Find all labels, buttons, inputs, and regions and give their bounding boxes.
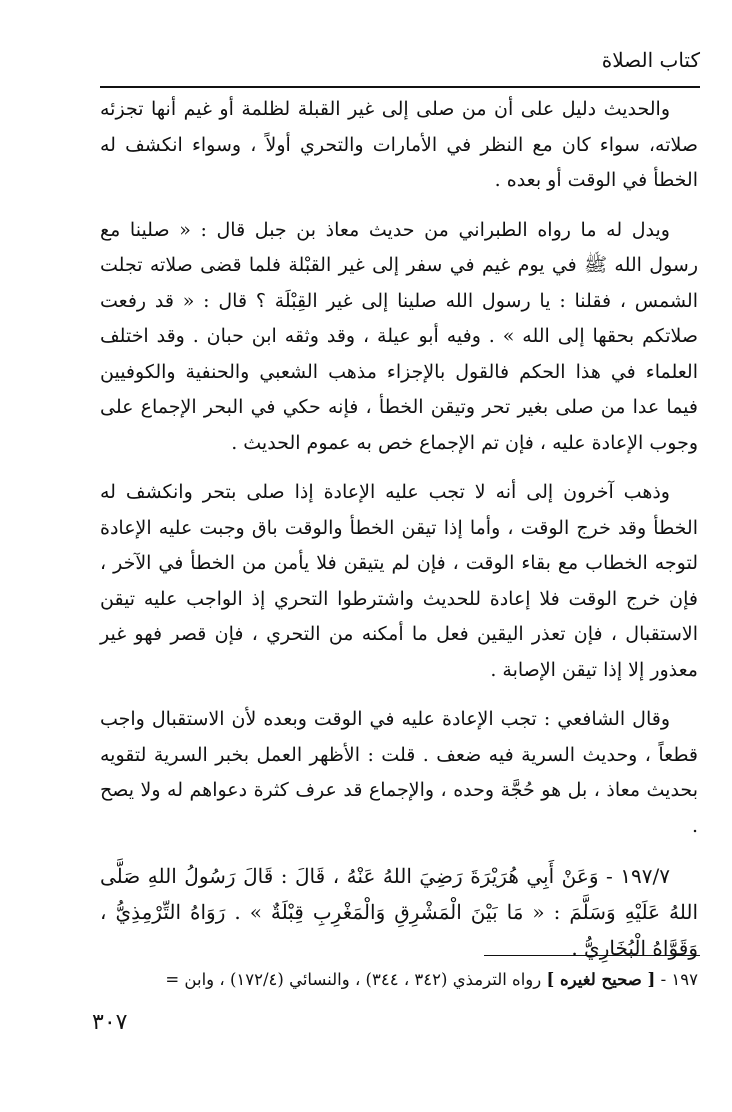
footnote xyxy=(100,966,698,994)
paragraph-3: وذهب آخرون إلى أنه لا تجب عليه الإعادة إذا صلى بتحر وانكشف له الخطأ وقد خرج الوقت ، وأما إذا تيقن الخطأ والوقت باق وجبت عليه الإعادة لتوجه الخطاب مع بقاء الوقت ، فإن لم يتيقن فلا يأمن من الخطأ في الآخر ، فإن خرج الوقت فلا إعادة للحديث واشترطوا التحري إذ الواجب عليه تيقن الاستقبال ، فإن تعذر اليقين فعل ما أمكنه من التحري ، فإن قصر فهو غير معذور إلا إذا تيقن الإصابة . xyxy=(100,481,698,681)
footnote-number: ١٩٧ - xyxy=(660,970,698,989)
hadith-text: ١٩٧/٧ - وَعَنْ أَبِي هُرَيْرَةَ رَضِيَ اللهُ عَنْهُ ، قَالَ : قَالَ رَسُولُ اللهِ صَلَّى اللهُ عَلَيْهِ وَسَلَّمَ : « مَا بَيْنَ الْمَشْرِقِ وَالْمَغْرِبِ قِبْلَةٌ » . رَوَاهُ التِّرْمِذِيُّ ، وَقَوَّاهُ الْبُخَارِيُّ . xyxy=(100,864,698,960)
running-header xyxy=(100,48,700,82)
header-title: كتاب الصلاة xyxy=(601,48,700,72)
paragraph-1: والحديث دليل على أن من صلى إلى غير القبلة لظلمة أو غيم أنها تجزئه صلاته، سواء كان مع النظر في الأمارات والتحري أولاً ، وسواء انكشف له الخطأ في الوقت أو بعده . xyxy=(100,98,698,191)
footnote-text: رواه الترمذي (٣٤٢ ، ٣٤٤) ، والنسائي (١٧٢/٤) ، وابن = xyxy=(165,970,542,989)
footnote-divider xyxy=(484,955,700,956)
paragraph-4: وقال الشافعي : تجب الإعادة عليه في الوقت وبعده لأن الاستقبال واجب قطعاً ، وحديث السرية فيه ضعف . قلت : الأظهر العمل بخبر السرية لتقويه بحديث معاذ ، بل هو حُجَّة وحده ، والإجماع قد عرف كثرة دعواهم له ولا يصح . xyxy=(100,708,698,837)
main-text xyxy=(100,92,698,980)
footnote-grade: [ صحيح لغيره ] xyxy=(546,970,656,989)
header-divider xyxy=(100,86,700,88)
page-number: ٣٠٧ xyxy=(92,1010,128,1035)
paragraph-2: ويدل له ما رواه الطبراني من حديث معاذ بن جبل قال : « صلينا مع رسول الله ﷺ في يوم غيم في سفر إلى غير القبْلة فلما قضى صلاته تجلت الشمس ، فقلنا : يا رسول الله صلينا إلى غير القِبْلَة ؟ قال : « قد رفعت صلاتكم بحقها إلى الله » . وفيه أبو عيلة ، وقد وثقه ابن حبان . وقد اختلف العلماء في هذا الحكم فالقول بالإجزاء مذهب الشعبي والحنفية والكوفيين فيما عدا من صلى بغير تحر وتيقن الخطأ ، فإنه حكي في البحر الإجماع على وجوب الإعادة عليه ، فإن تم الإجماع خص به عموم الحديث . xyxy=(100,218,698,454)
